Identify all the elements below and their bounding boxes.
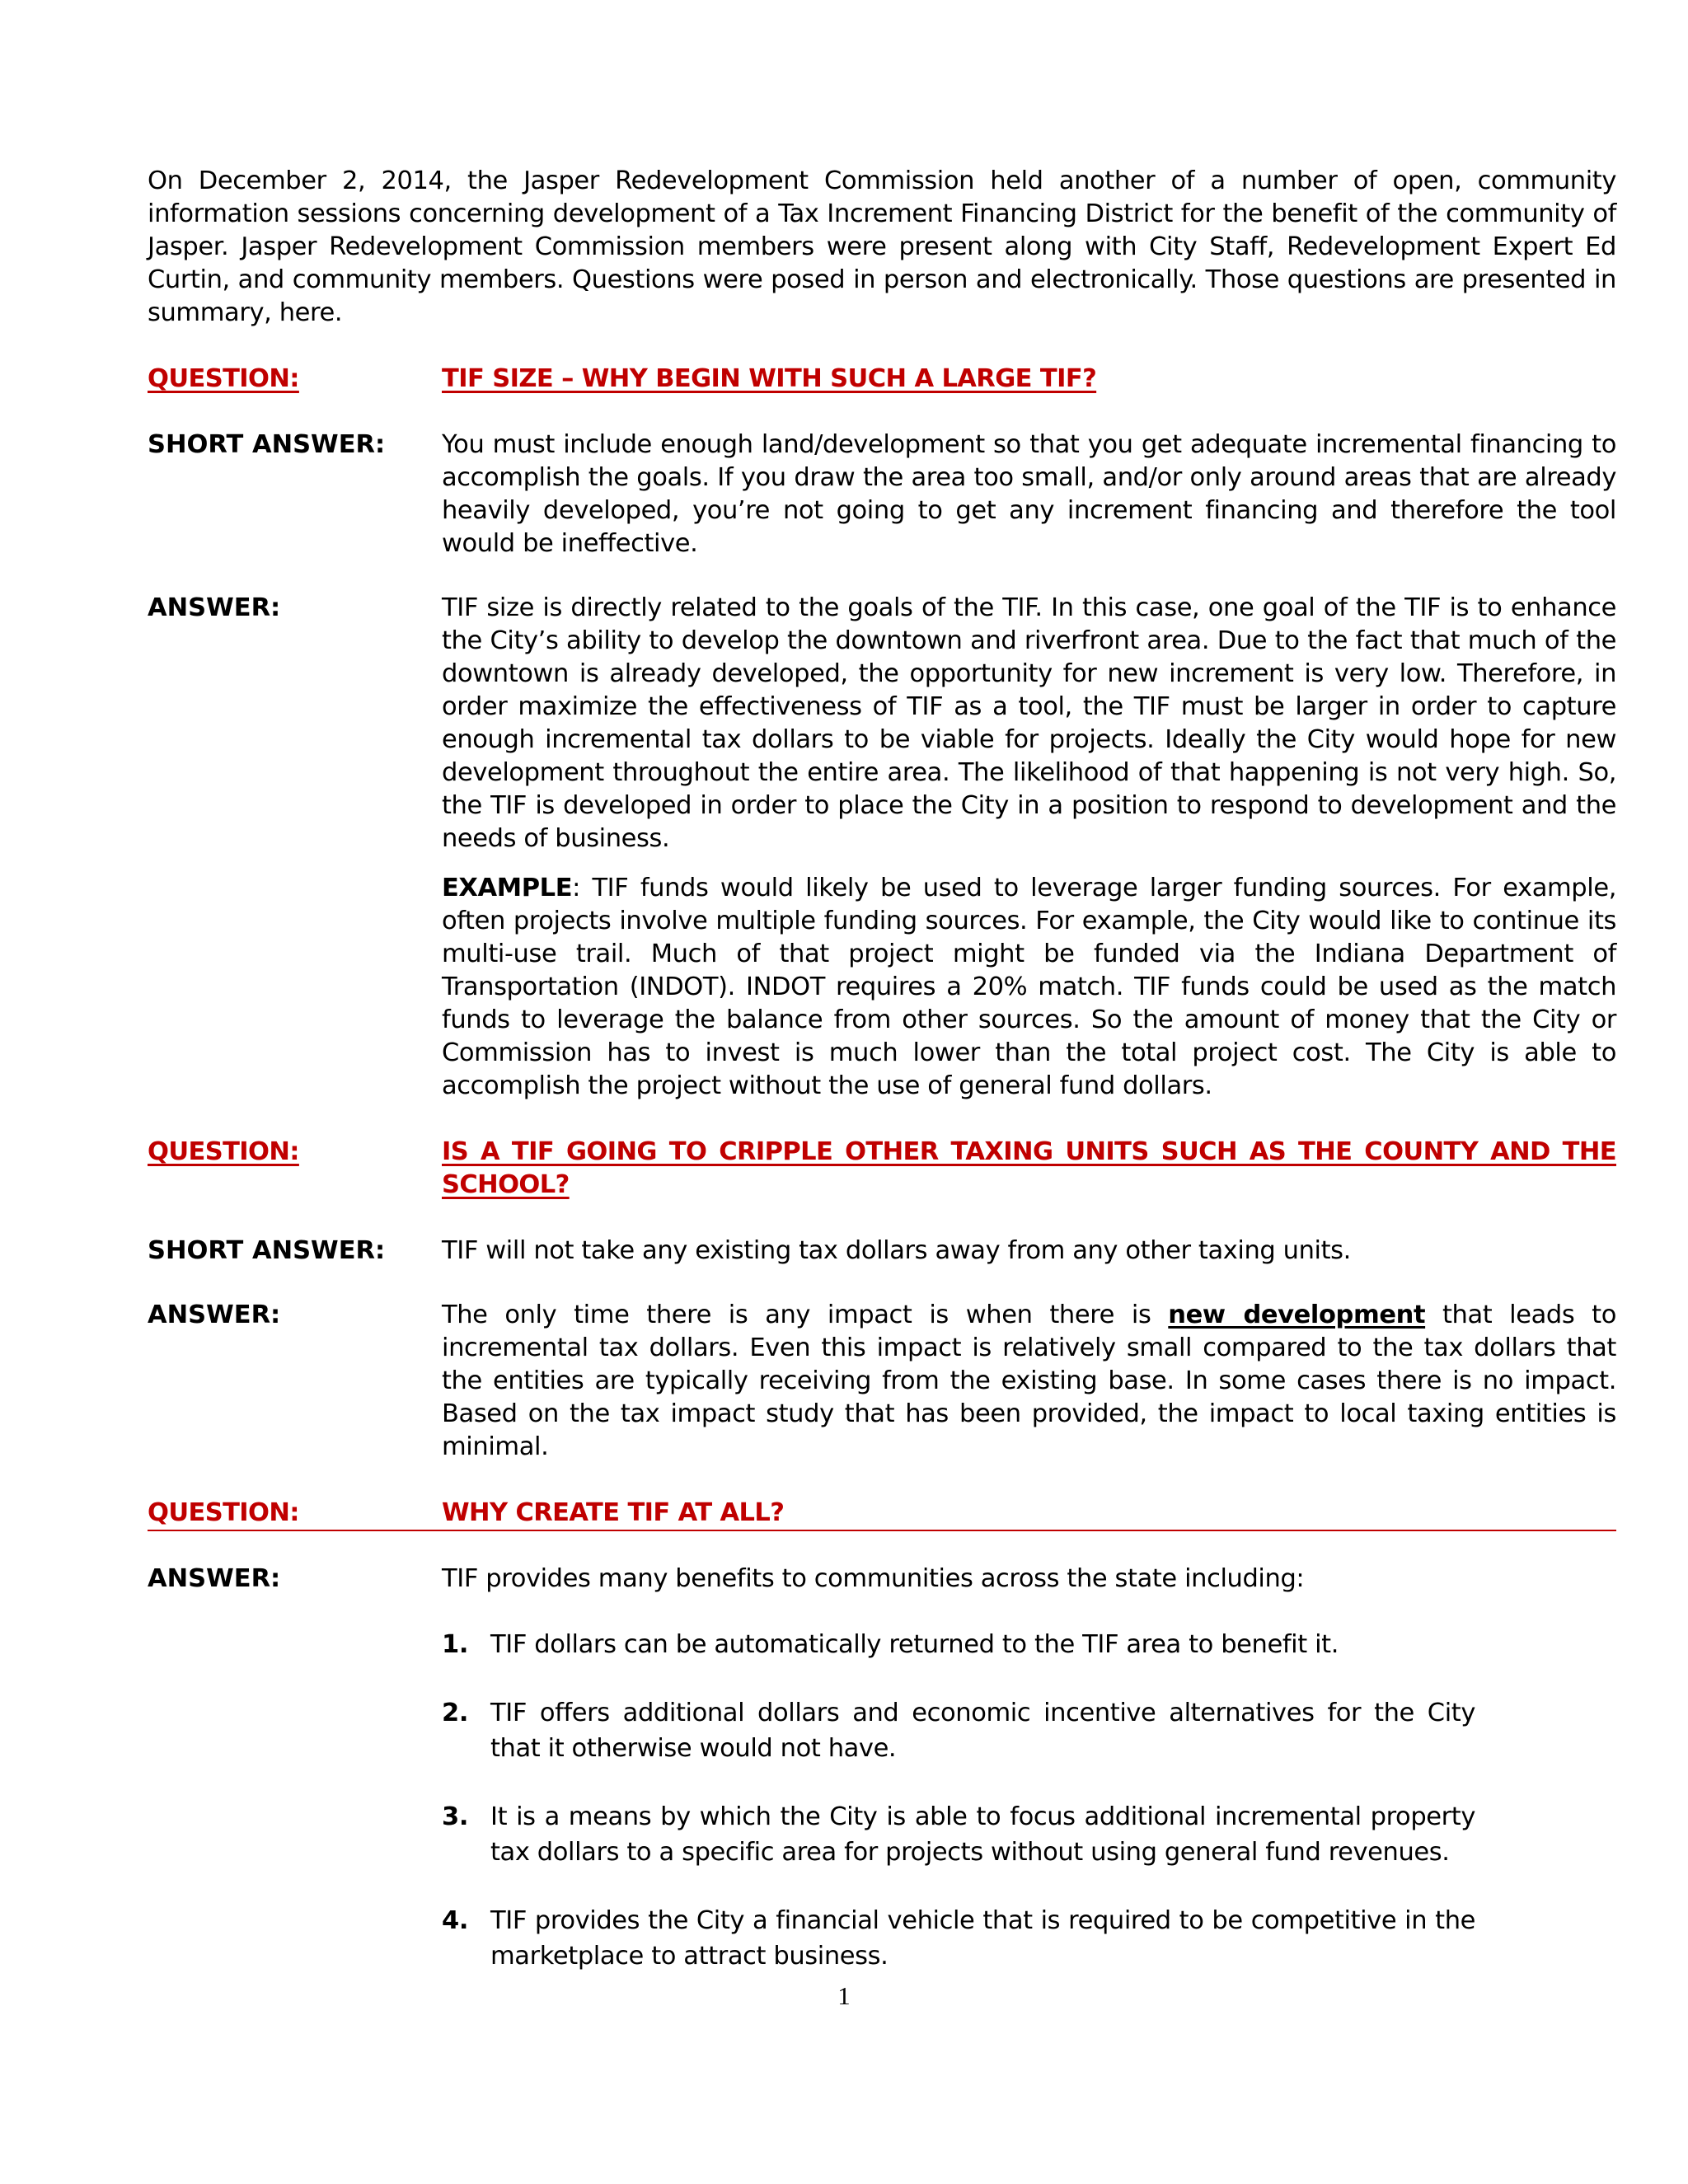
example-text: : TIF funds would likely be used to leverage larger funding sources. For example, often projects involve multiple funding sources. For example, the City would like to continue its multi-use trail. Much of that project might be funded via the Indiana Department of Transportation (INDOT). INDOT requires a 20% match. TIF funds could be used as the match funds to leverage the balance from other sources. So the amount of money that the City or Commission has to invest is much lower than the total project cost. The City is able to accomplish the project without the use of general fund dollars.: [442, 874, 1616, 1100]
answer-2-paragraph: [442, 1299, 1616, 1464]
answer-2-after: that leads to incremental tax dollars. Even this impact is relatively small compared to the tax dollars that the entities are typically receiving from the existing base. In some cases there is no impact. Based on the tax impact study that has been provided, the impact to local taxing entities is minimal.: [442, 1301, 1616, 1461]
question-1-row: [148, 363, 1616, 396]
benefit-number: 2.: [442, 1699, 469, 1727]
benefit-text: TIF offers additional dollars and economic incentive alternatives for the City that it otherwise would not have.: [490, 1699, 1475, 1763]
document-content: [148, 165, 1616, 2007]
question-2-text: IS A TIF GOING TO CRIPPLE OTHER TAXING UNITS SUCH AS THE COUNTY AND THE SCHOOL?: [442, 1137, 1616, 1199]
benefit-number: 4.: [442, 1906, 469, 1935]
question-3-text: WHY CREATE TIF AT ALL?: [442, 1498, 785, 1527]
short-answer-label: SHORT ANSWER:: [148, 1236, 386, 1265]
short-answer-label: SHORT ANSWER:: [148, 430, 386, 459]
example-paragraph: [442, 872, 1616, 1103]
question-label: QUESTION:: [148, 1498, 299, 1527]
benefit-item: [442, 1799, 1616, 1870]
short-answer-2-row: [148, 1235, 1616, 1268]
benefit-text: It is a means by which the City is able to focus additional incremental property tax dollars to a specific area for projects without using general fund revenues.: [490, 1802, 1475, 1867]
short-answer-2-text: TIF will not take any existing tax dollars away from any other taxing units.: [442, 1236, 1351, 1265]
page-number: 1: [837, 1981, 851, 2010]
benefits-list: [442, 1627, 1616, 1974]
question-2-row: [148, 1136, 1616, 1202]
answer-3-row: [148, 1563, 1616, 2007]
benefit-item: [442, 1627, 1616, 1662]
question-1-text: TIF SIZE – WHY BEGIN WITH SUCH A LARGE TIF?: [442, 364, 1097, 393]
answer-2-text: [442, 1299, 1616, 1464]
benefit-number: 1.: [442, 1630, 469, 1659]
short-answer-1-row: [148, 429, 1616, 560]
short-answer-1-paragraph: You must include enough land/development so that you get adequate incremental financing to accomplish the goals. If you draw the area too small, and/or only around areas that are already heavily developed, you’re not going to get any increment financing and therefore the tool would be ineffective.: [442, 430, 1616, 558]
answer-1-paragraph: TIF size is directly related to the goals of the TIF. In this case, one goal of the TIF is to enhance the City’s ability to develop the downtown and riverfront area. Due to the fact that much of the downtown is already developed, the opportunity for new increment is very low. Therefore, in order maximize the effectiveness of TIF as a tool, the TIF must be larger in order to capture enough incremental tax dollars to be viable for projects. Ideally the City would hope for new development throughout the entire area. The likelihood of that happening is not very high. So, the TIF is developed in order to place the City in a position to respond to development and the needs of business.: [442, 593, 1616, 853]
answer-label: ANSWER:: [148, 593, 281, 622]
short-answer-1-text: [442, 429, 1616, 560]
benefit-number: 3.: [442, 1802, 469, 1831]
example-label: EXAMPLE: [442, 874, 573, 902]
benefit-item: [442, 1695, 1616, 1766]
answer-3-paragraph: TIF provides many benefits to communities across the state including:: [442, 1564, 1305, 1593]
benefit-text: TIF dollars can be automatically returned to the TIF area to benefit it.: [490, 1630, 1339, 1659]
question-label: QUESTION:: [148, 364, 299, 393]
answer-label: ANSWER:: [148, 1301, 281, 1329]
answer-3-text: [442, 1563, 1616, 2007]
answer-2-row: [148, 1299, 1616, 1464]
question-3-row: [148, 1497, 1616, 1531]
answer-label: ANSWER:: [148, 1564, 281, 1593]
new-development-emphasis: new development: [1168, 1301, 1426, 1329]
answer-2-before: The only time there is any impact is when there is: [442, 1301, 1169, 1329]
benefit-text: TIF provides the City a financial vehicle that is required to be competitive in the marketplace to attract business.: [490, 1906, 1475, 1971]
question-label: QUESTION:: [148, 1137, 299, 1166]
benefit-item: [442, 1903, 1616, 1974]
answer-1-row: [148, 592, 1616, 1103]
intro-paragraph: On December 2, 2014, the Jasper Redevelopment Commission held another of a number of open, community information sessions concerning development of a Tax Increment Financing District for the benefit of the community of Jasper. Jasper Redevelopment Commission members were present along with City Staff, Redevelopment Expert Ed Curtin, and community members. Questions were posed in person and electronically. Those questions are presented in summary, here.: [148, 166, 1616, 327]
answer-1-text: [442, 592, 1616, 1103]
